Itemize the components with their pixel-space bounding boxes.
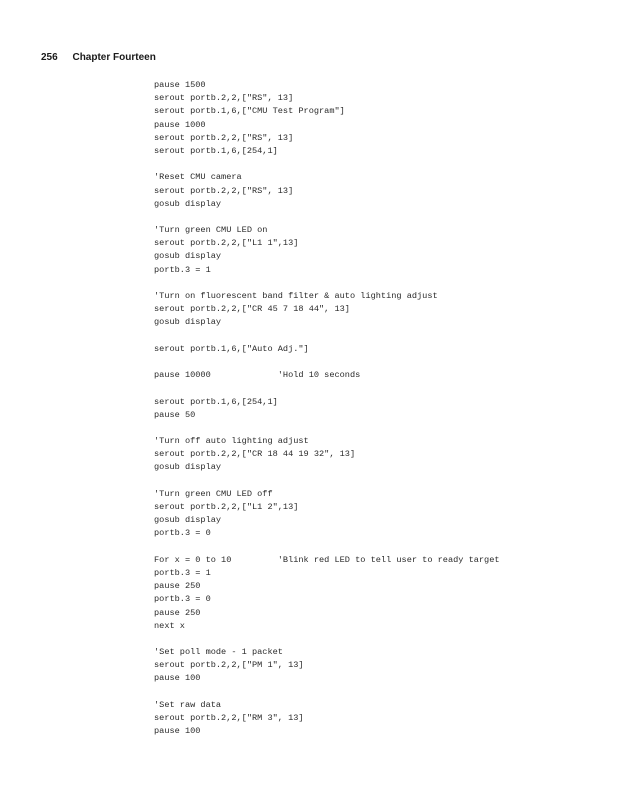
code-line: 'Turn off auto lighting adjust [154,436,309,447]
code-line: gosub display [154,515,222,526]
code-line: 'Set poll mode - 1 packet [154,647,283,658]
code-line: pause 250 [154,581,201,592]
code-line: 'Set raw data [154,699,222,710]
code-line: serout portb.2,2,["L1 1",13] [154,238,299,249]
blank-line [154,475,500,488]
blank-line [154,541,500,554]
code-line: pause 50 [154,409,196,420]
code-line: pause 1500 [154,80,206,90]
code-line: serout portb.2,2,["CR 45 7 18 44", 13] [154,304,350,315]
code-line: pause 100 [154,726,201,737]
code-line: serout portb.1,6,["Auto Adj."] [154,343,309,354]
code-line: 'Reset CMU camera [154,172,242,183]
code-line: gosub display [154,317,222,328]
code-line: portb.3 = 0 [154,528,211,539]
code-line: next x [154,620,185,631]
code-line: serout portb.2,2,["RS", 13] [154,93,294,104]
code-line: 'Turn green CMU LED off [154,488,273,499]
code-line: serout portb.2,2,["L1 2",13] [154,502,299,512]
code-line: gosub display [154,462,222,473]
code-line: serout portb.1,6,[254,1] [154,396,278,407]
code-line: 'Turn green CMU LED on [154,225,268,236]
code-line: serout portb.2,2,["PM 1", 13] [154,660,304,671]
code-line: pause 1000 [154,119,206,130]
code-line: serout portb.1,6,["CMU Test Program"] [154,106,345,117]
code-line: serout portb.2,2,["RS", 13] [154,185,294,196]
code-line: serout portb.2,2,["CR 18 44 19 32", 13] [154,449,356,460]
code-line: serout portb.1,6,[254,1] [154,145,278,156]
blank-line [154,211,500,224]
code-listing [154,79,500,738]
code-line: gosub display [154,251,222,262]
blank-line [154,633,500,646]
page-number: 256 [41,52,58,63]
code-line: serout portb.2,2,["RS", 13] [154,132,294,143]
chapter-title: Chapter Fourteen [72,52,156,63]
code-line: pause 10000 'Hold 10 seconds [154,370,361,381]
blank-line [154,686,500,699]
blank-line [154,356,500,369]
blank-line [154,158,500,171]
blank-line [154,422,500,435]
code-line: serout portb.2,2,["RM 3", 13] [154,713,304,723]
code-line: pause 250 [154,607,201,618]
blank-line [154,330,500,343]
code-line: portb.3 = 1 [154,264,211,275]
code-line: portb.3 = 1 [154,567,211,578]
blank-line [154,277,500,290]
code-line: portb.3 = 0 [154,594,211,605]
code-line: pause 100 [154,673,201,684]
code-line: For x = 0 to 10 'Blink red LED to tell user to ready target [154,554,500,565]
code-line: gosub display [154,198,222,209]
blank-line [154,382,500,395]
page-header [41,52,156,63]
code-line: 'Turn on fluorescent band filter & auto lighting adjust [154,291,438,301]
